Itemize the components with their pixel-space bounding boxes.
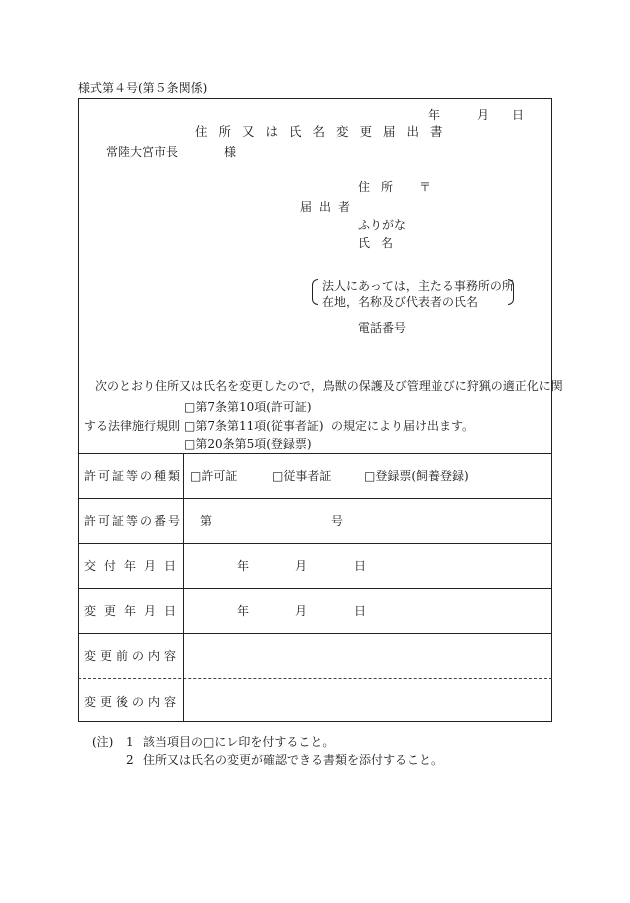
name-label: 氏名 <box>358 236 405 250</box>
law-option-1: □第7条第10項(許可証) <box>184 400 312 414</box>
date-year: 年 <box>428 108 441 122</box>
form-frame <box>78 98 552 722</box>
row-label-number: 許可証等の番号 <box>84 514 183 528</box>
change-year: 年 <box>237 604 250 618</box>
applicant-section-label: 届出者 <box>300 200 358 214</box>
note-2-text: 住所又は氏名の変更が確認できる書類を添付すること。 <box>143 753 444 767</box>
row-divider <box>78 543 552 544</box>
address-label: 住所 <box>358 180 405 194</box>
row-divider <box>78 633 552 634</box>
row-divider <box>78 498 552 499</box>
type-option-worker[interactable]: □従事者証 <box>272 469 332 483</box>
body-line1: 次のとおり住所又は氏名を変更したので，鳥獣の保護及び管理並びに狩猟の適正化に関 <box>95 379 563 393</box>
column-divider <box>183 453 184 722</box>
row-label-issue-date: 交付年月日 <box>84 559 185 573</box>
note-2-number: 2 <box>126 753 134 767</box>
type-option-permit[interactable]: □許可証 <box>190 469 238 483</box>
bracket-left <box>312 279 318 305</box>
issue-month: 月 <box>295 559 308 573</box>
row-divider-dashed <box>78 678 552 679</box>
law-option-3: □第20条第5項(登録票) <box>184 437 312 451</box>
addressee-honorific: 様 <box>224 145 237 159</box>
number-prefix: 第 <box>200 514 213 528</box>
row-label-type: 許可証等の種類 <box>84 469 183 483</box>
issue-year: 年 <box>237 559 250 573</box>
furigana-label: ふりがな <box>358 218 407 232</box>
form-number: 様式第４号(第５条関係) <box>78 81 208 95</box>
body-line2-suffix: の規定により届け出ます。 <box>331 419 475 433</box>
corp-note-line2: 在地，名称及び代表者の氏名 <box>322 295 479 309</box>
change-month: 月 <box>295 604 308 618</box>
date-day: 日 <box>512 108 525 122</box>
row-divider <box>78 588 552 589</box>
row-divider <box>78 453 552 454</box>
notes-prefix: (注) <box>92 735 114 749</box>
phone-label: 電話番号 <box>358 321 407 335</box>
issue-day: 日 <box>354 559 367 573</box>
law-option-2: □第7条第11項(従事者証) <box>184 419 324 433</box>
postal-mark: 〒 <box>419 180 432 194</box>
document-title: 住所又は氏名変更届出書 <box>195 124 454 139</box>
row-label-after: 変更後の内容 <box>84 695 181 709</box>
addressee-name: 常陸大宮市長 <box>106 145 179 159</box>
note-1-number: 1 <box>126 735 134 749</box>
corp-note-line1: 法人にあっては，主たる事務所の所 <box>322 279 514 293</box>
type-option-registration[interactable]: □登録票(飼養登録) <box>364 469 469 483</box>
note-1-text: 該当項目の□にレ印を付すること。 <box>143 735 335 749</box>
date-month: 月 <box>477 108 490 122</box>
number-suffix: 号 <box>331 514 344 528</box>
change-day: 日 <box>354 604 367 618</box>
row-label-before: 変更前の内容 <box>84 649 181 663</box>
row-label-change-date: 変更年月日 <box>84 604 185 618</box>
body-line2-prefix: する法律施行規則 <box>84 419 181 433</box>
